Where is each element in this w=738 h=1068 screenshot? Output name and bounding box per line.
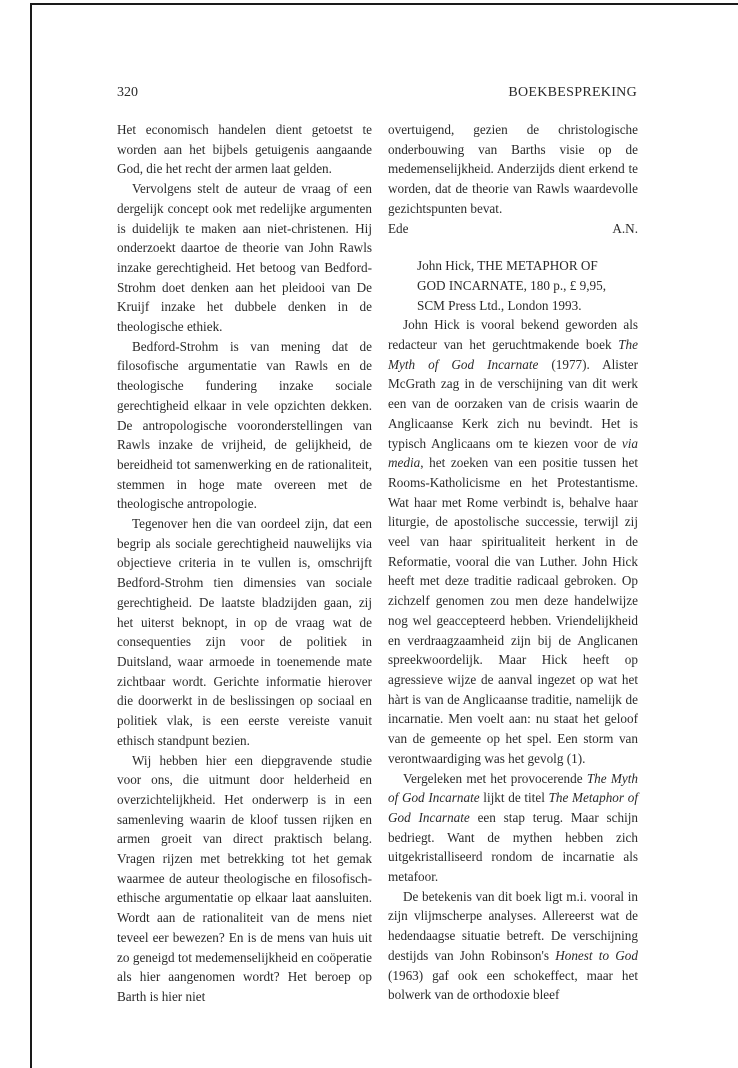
paragraph: John Hick is vooral bekend geworden als redacteur van het geruchtmakende boek The Myth of God Incarnate (1977). Alister McGrath zag in de verschijning van dit werk een van de oorzaken van de crisis waarin de Anglicaanse Kerk zich nu bevindt. Het is typisch Anglicaans om te kiezen voor de via media, het zoeken van een positie tussen het Rooms-Katholicisme en het Protestantisme. Wat haar met Rome verbindt is, behalve haar liturgie, de apostolische successie, terwijl zij veel van haar spiritualiteit herkent in de Reformatie, vooral die van Luther. John Hick heeft met deze traditie radicaal gebroken. Op zichzelf genomen zou men deze handelwijze nog wel geaccepteerd hebben. Vriendelijkheid en verdraagzaamheid zijn bij de Anglicanen spreekwoordelijk. Maar Hick heeft op agressieve wijze de aanval ingezet op wat het hàrt is van de Anglicaanse traditie, namelijk de incarnatie. Men voelt aan: nu staat het geloof van de gemeente op het spel. Een storm van verontwaardiging was het gevolg (1). bbox=[388, 317, 638, 766]
scan-edge-top bbox=[30, 3, 738, 5]
signature-place: Ede bbox=[388, 220, 409, 236]
running-header bbox=[117, 83, 637, 103]
paragraph: overtuigend, gezien de christologische onderbouwing van Barths visie op de medemenselijkheid. Anderzijds dient erkend te worden, dat de theorie van Rawls waardevolle gezichtspunten bevat. bbox=[388, 122, 638, 216]
review-signature bbox=[388, 219, 638, 239]
paragraph: Vervolgens stelt de auteur de vraag of een dergelijk concept ook met redelijke argumenten is duidelijk te maken aan niet-christenen. Hij onderzoekt daartoe de theorie van John Rawls inzake gerechtigheid. Het betoog van Bedford-Strohm doet denken aan het pleidooi van De Kruijf inzake het dubbele denken in de theologische ethiek. bbox=[117, 181, 372, 335]
paragraph: Bedford-Strohm is van mening dat de filosofische argumentatie van Rawls en de theologische fundering inzake sociale gerechtigheid elkaar in vele opzichten dekken. De antropologische vooronderstellingen van Rawls inzake de vrijheid, de gelijkheid, de bereidheid tot samenwerking en de rationaliteit, stemmen in hoge mate overeen met de theologische antropologie. bbox=[117, 338, 372, 512]
book-title-italic: Honest to God bbox=[555, 947, 638, 963]
book-title-italic: The Myth of God Incarnate bbox=[388, 337, 638, 372]
left-text-column bbox=[117, 120, 372, 1007]
italic-term: via media bbox=[388, 435, 638, 471]
paragraph: Vergeleken met het provocerende The Myth of God Incarnate lijkt de titel The Metaphor of God Incarnate een stap terug. Maar schijn bedriegt. Want de mythen hebben zich uitgekristalliseerd rondom de incarnatie als metafoor. bbox=[388, 770, 639, 885]
paragraph: Wij hebben hier een diepgravende studie voor ons, die uitmunt door helderheid en overzichtelijkheid. Het onderwerp is in een samenleving waarin de kloof tussen rijken en armen groeit van direct praktisch belang. Vragen rijzen met betrekking tot het gemak waarmee de auteur theologische en filosofisch-ethische argumentatie op elkaar laat aansluiten. Wordt aan de rationaliteit van de mens niet teveel eer bewezen? En is de mens van huis uit zo geneigd tot medemenselijkheid en coöperatie als hier aangenomen wordt? Het beroep op Barth is hier niet bbox=[117, 752, 372, 1004]
review-heading-line: GOD INCARNATE, 180 p., £ 9,95, bbox=[417, 277, 607, 293]
book-review-heading bbox=[417, 256, 638, 315]
book-title-italic: The Metaphor of God Incarnate bbox=[388, 790, 638, 825]
book-title-italic: The Myth of God Incarnate bbox=[388, 770, 638, 806]
paragraph: De betekenis van dit boek ligt m.i. vooral in zijn vlijmscherpe analyses. Allereerst wat de hedendaagse situatie betreft. De verschijning destijds van John Robinson's Honest to God (1963) gaf ook een schokeffect, maar het bolwerk van de orthodoxie bleef bbox=[388, 888, 638, 1003]
review-heading-line: John Hick, THE METAPHOR OF bbox=[417, 258, 598, 274]
signature-initials: A.N. bbox=[612, 220, 638, 236]
review-heading-line: SCM Press Ltd., London 1993. bbox=[417, 297, 582, 313]
right-text-column bbox=[388, 120, 638, 1005]
scan-edge-left bbox=[30, 3, 32, 1068]
section-title: BOEKBESPREKING bbox=[508, 85, 637, 100]
paragraph: Het economisch handelen dient getoetst te worden aan het bijbels getuigenis aangaande God, die het recht der armen laat gelden. bbox=[117, 122, 372, 177]
page-number: 320 bbox=[117, 85, 138, 100]
paragraph: Tegenover hen die van oordeel zijn, dat een begrip als sociale gerechtigheid nauwelijks via objectieve criteria in te vullen is, omschrijft Bedford-Strohm tien dimensies van sociale gerechtigheid. De laatste bladzijden gaan, zij het uiterst beknopt, in op de vraag wat de consequenties zijn voor de politiek in Duitsland, waar armoede in toenemende mate zichtbaar wordt. Gerichte informatie hierover die doorwerkt in de beslissingen op sociaal en politiek vlak, is een eerste vereiste vanuit ethisch standpunt bezien. bbox=[117, 516, 372, 748]
